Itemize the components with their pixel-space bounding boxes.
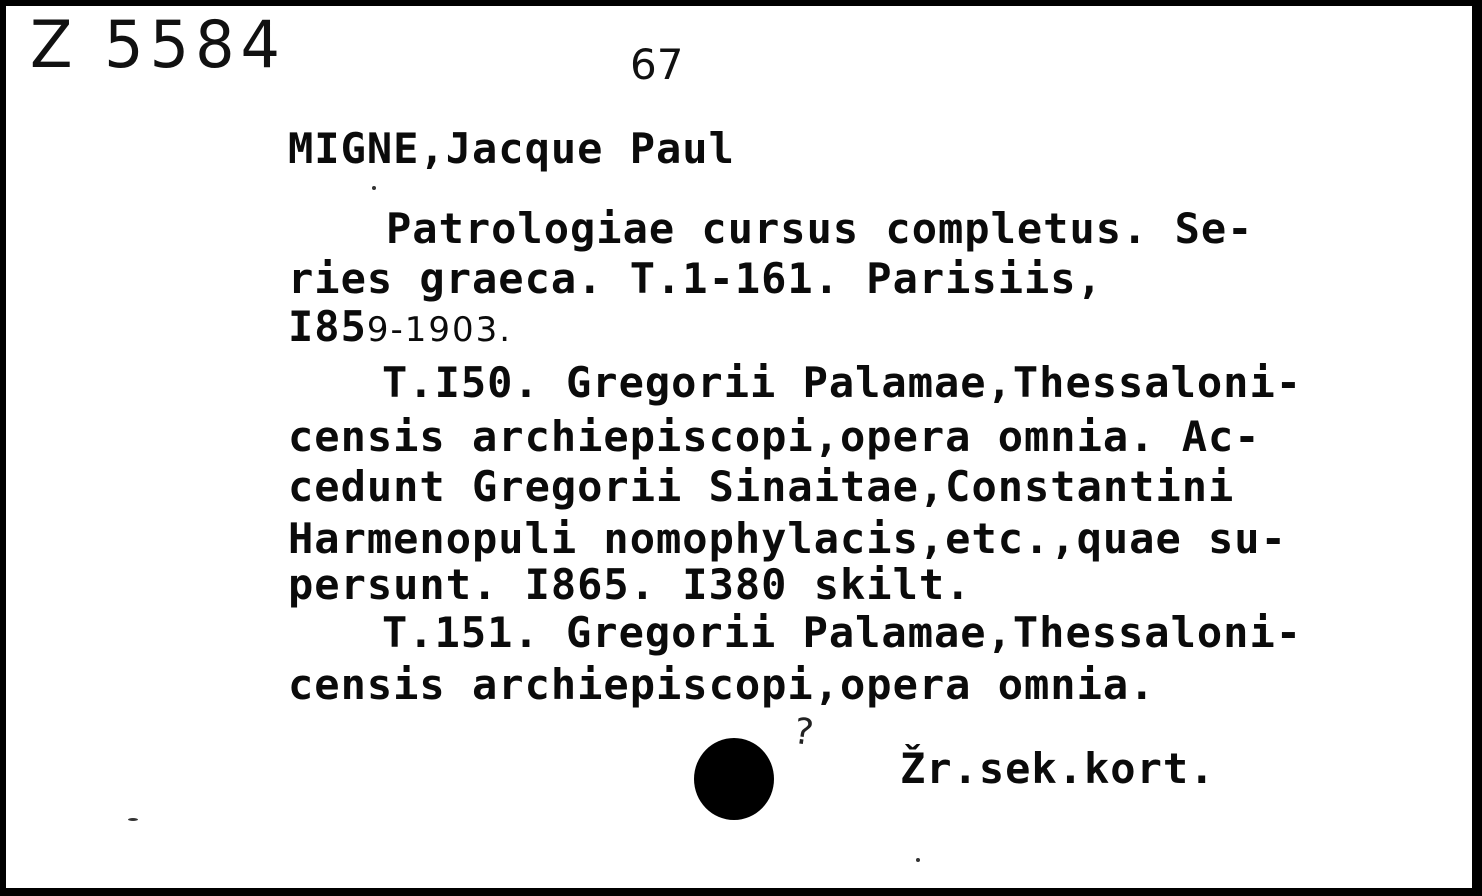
sequence-number: 67: [630, 40, 684, 89]
author-heading: MIGNE,Jacque Paul: [288, 124, 735, 173]
imprint-year-typed: I85: [288, 302, 367, 351]
punch-hole-dot: [694, 738, 774, 820]
entry-line: cedunt Gregorii Sinaitae,Constantini: [288, 462, 1235, 511]
speck: [128, 818, 138, 821]
entry-line: censis archiepiscopi,opera omnia. Ac-: [288, 412, 1261, 461]
location-note: Žr.sek.kort.: [900, 744, 1216, 793]
handwritten-question-mark: ?: [791, 710, 816, 755]
call-number: Z 5584: [30, 6, 286, 83]
entry-line: T.151. Gregorii Palamae,Thessaloni-: [382, 608, 1303, 657]
speck: [372, 186, 376, 190]
title-line: ries graeca. T.1-161. Parisiis,: [288, 254, 1103, 303]
entry-line: persunt. I865. I380 skilt.: [288, 560, 972, 609]
entry-line: T.I50. Gregorii Palamae,Thessaloni-: [382, 358, 1303, 407]
entry-line: Harmenopuli nomophylacis,etc.,quae su-: [288, 514, 1287, 563]
speck: [916, 858, 920, 862]
imprint-year: [288, 302, 513, 351]
entry-line: censis archiepiscopi,opera omnia.: [288, 660, 1156, 709]
title-line: Patrologiae cursus completus. Se-: [386, 204, 1254, 253]
imprint-year-handwritten: 9-1903.: [366, 310, 513, 350]
